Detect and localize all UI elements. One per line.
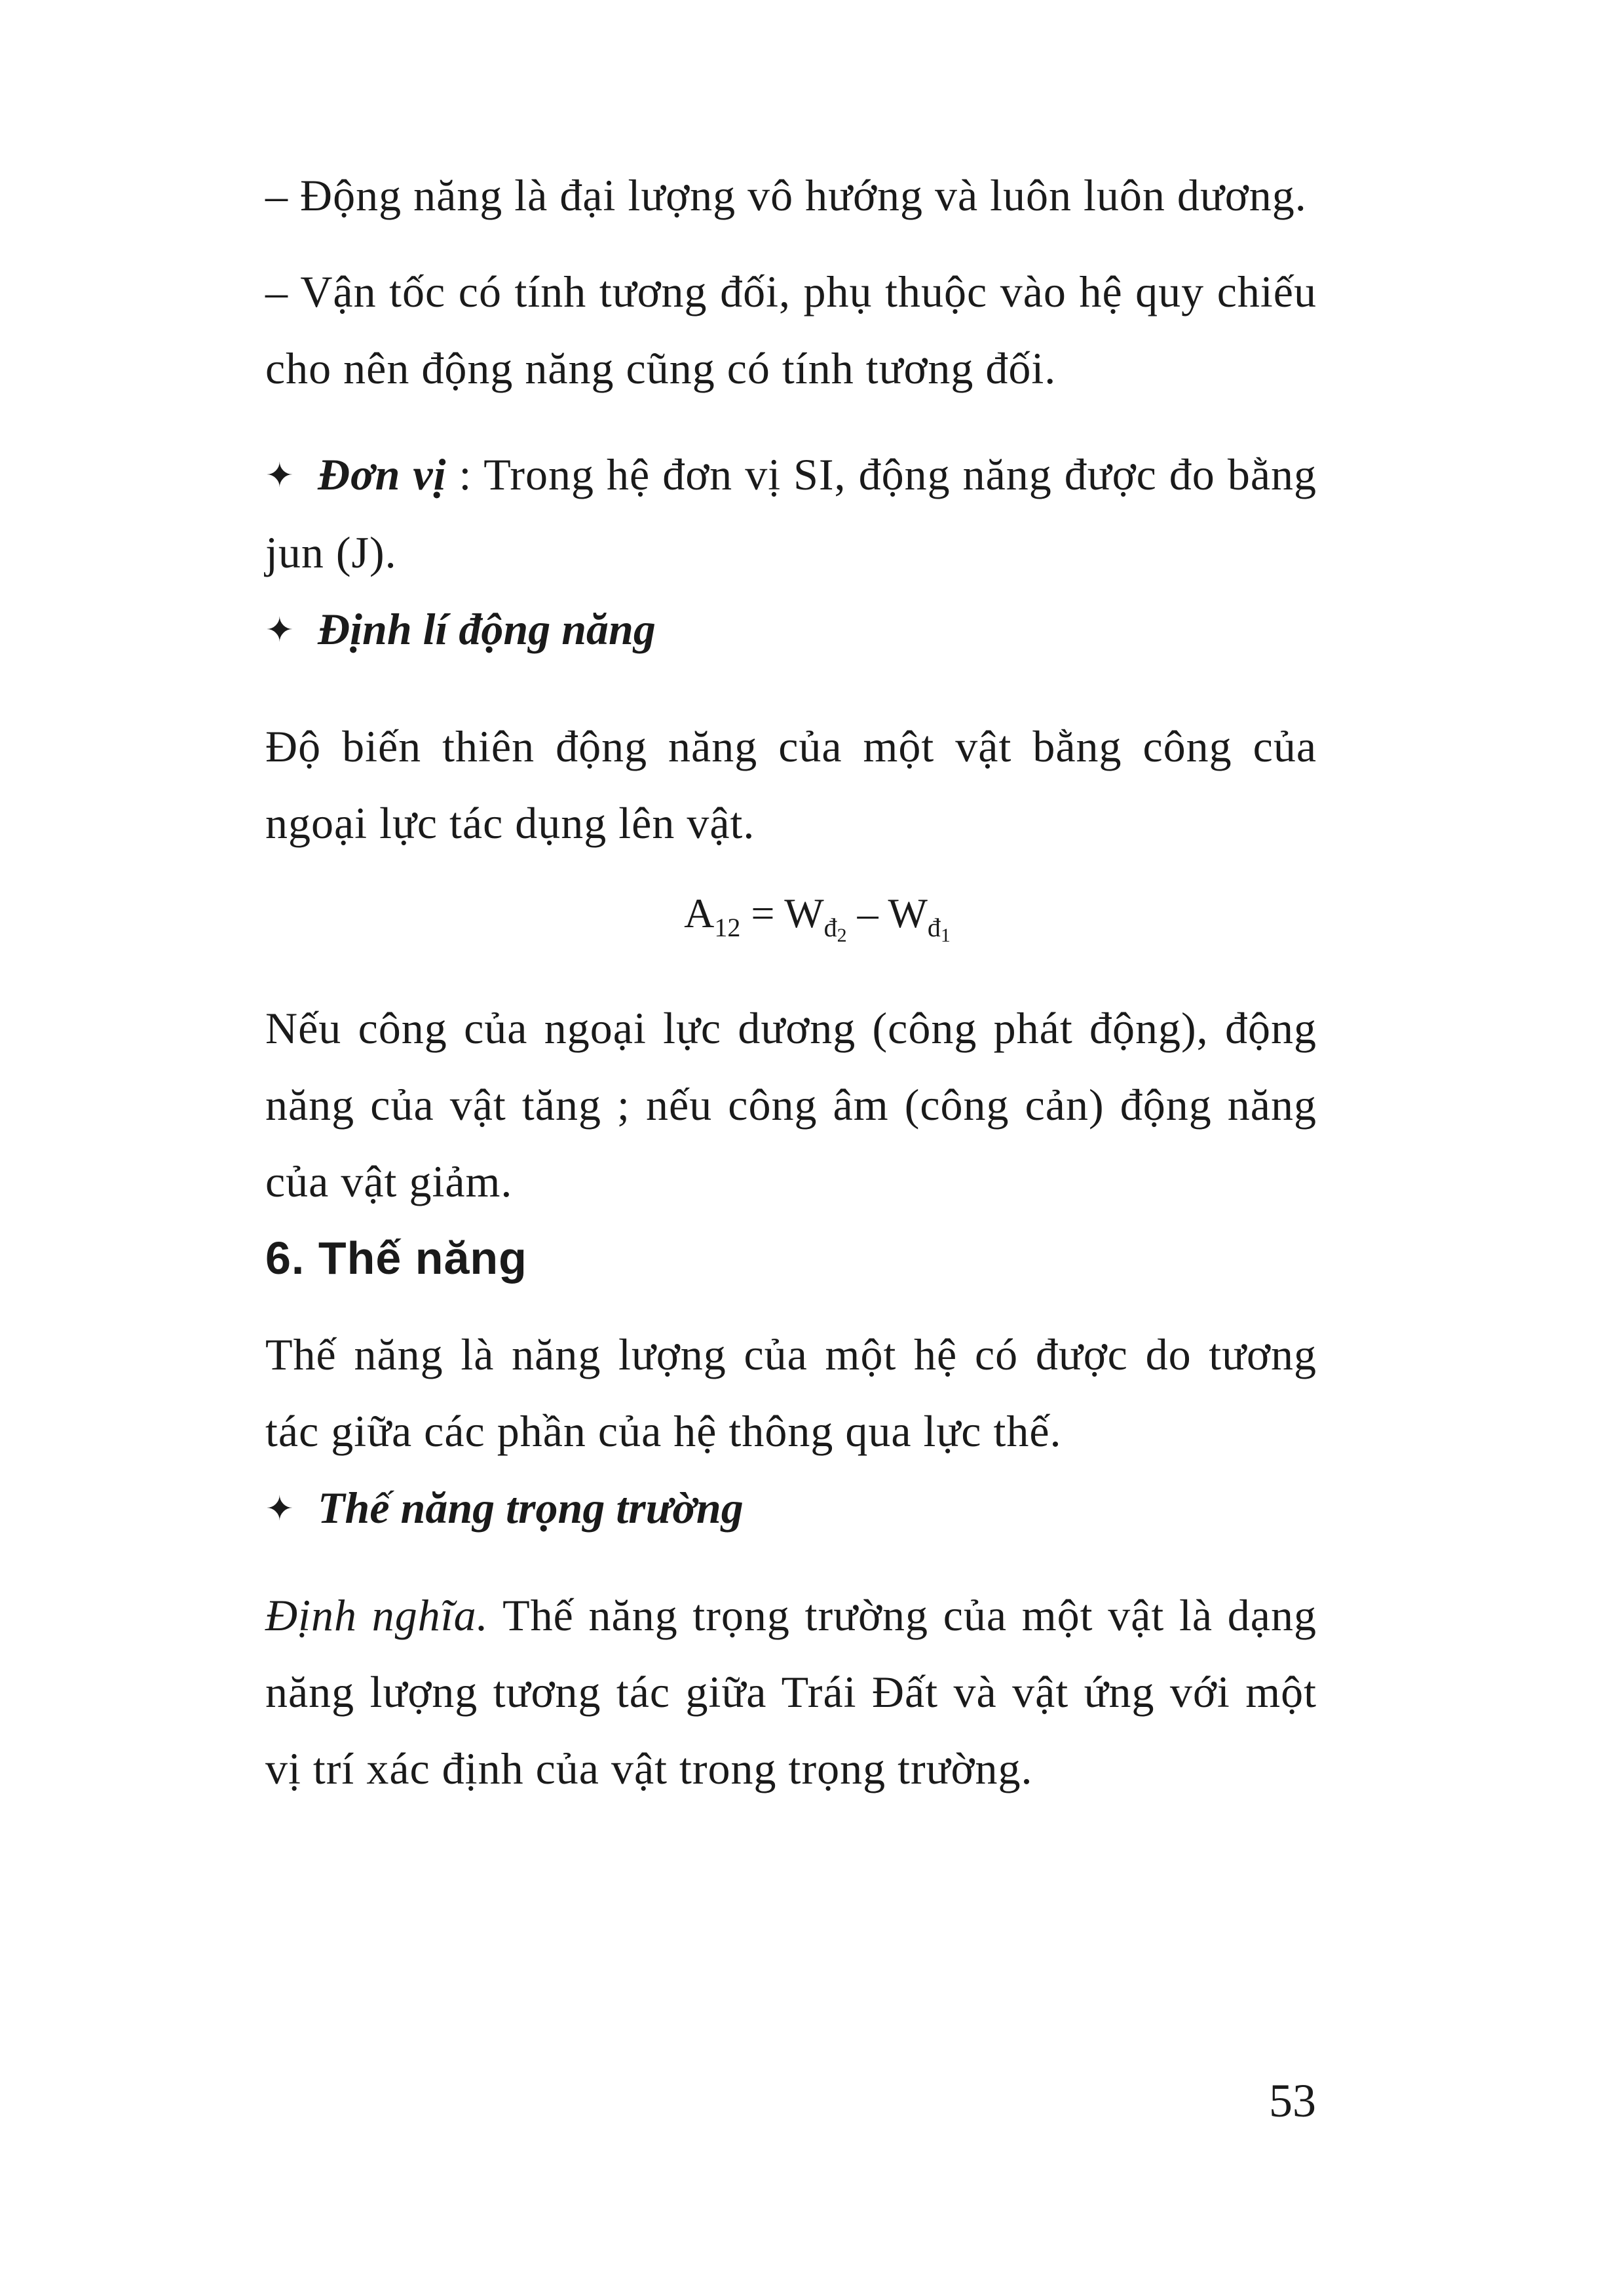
- formula-work-symbol: A: [684, 890, 715, 936]
- theorem-note: Nếu công của ngoại lực dương (công phát động), động năng của vật tăng ; nếu công âm (công cản) động năng của vật giảm.: [265, 1003, 1317, 1206]
- work-energy-formula: [265, 875, 1317, 974]
- page-content: [265, 157, 1317, 1807]
- gravity-potential-title: Thế năng trọng trường: [318, 1483, 744, 1533]
- formula-work-subscript: 12: [714, 913, 741, 942]
- kinetic-energy-scalar-text: – Động năng là đại lượng vô hướng và luôn luôn dương.: [265, 170, 1307, 220]
- definition-label: Định nghĩa.: [265, 1590, 489, 1640]
- formula-equals: =: [740, 890, 785, 936]
- velocity-relativity-text: – Vận tốc có tính tương đối, phụ thuộc vào hệ quy chiếu cho nên động năng cũng có tính tương đối.: [265, 267, 1317, 393]
- theorem-title: Định lí động năng: [318, 604, 656, 654]
- formula-initial-energy-index: 1: [940, 925, 951, 946]
- formula-final-energy-subscript: đ: [823, 913, 837, 942]
- potential-energy-intro: Thế năng là năng lượng của một hệ có được do tương tác giữa các phần của hệ thông qua lực thế.: [265, 1330, 1317, 1456]
- formula-final-energy: W: [784, 890, 824, 936]
- diamond-bullet-icon: ✦: [265, 1489, 294, 1529]
- formula-final-energy-index: 2: [837, 925, 847, 946]
- theorem-heading: [265, 591, 1317, 669]
- unit-paragraph: [265, 436, 1317, 591]
- unit-text: : Trong hệ đơn vị SI, động năng được đo bằng jun (J).: [265, 450, 1317, 577]
- definition-text: Thế năng trọng trường của một vật là dạng năng lượng tương tác giữa Trái Đất và vật ứng với một vị trí xác định của vật trong trọng trường.: [265, 1590, 1317, 1793]
- formula-minus: –: [846, 890, 888, 936]
- formula-initial-energy: W: [888, 890, 928, 936]
- diamond-bullet-icon: ✦: [265, 611, 294, 650]
- unit-label: Đơn vị: [318, 450, 447, 499]
- formula-initial-energy-subscript: đ: [927, 913, 941, 942]
- theorem-statement: Độ biến thiên động năng của một vật bằng công của ngoại lực tác dụng lên vật.: [265, 721, 1317, 848]
- diamond-bullet-icon: ✦: [265, 456, 295, 495]
- page-number: 53: [1269, 2075, 1316, 2127]
- gravity-potential-definition: [265, 1577, 1317, 1807]
- gravity-potential-heading: [265, 1470, 1317, 1548]
- section-6-title: 6. Thế năng: [265, 1233, 527, 1284]
